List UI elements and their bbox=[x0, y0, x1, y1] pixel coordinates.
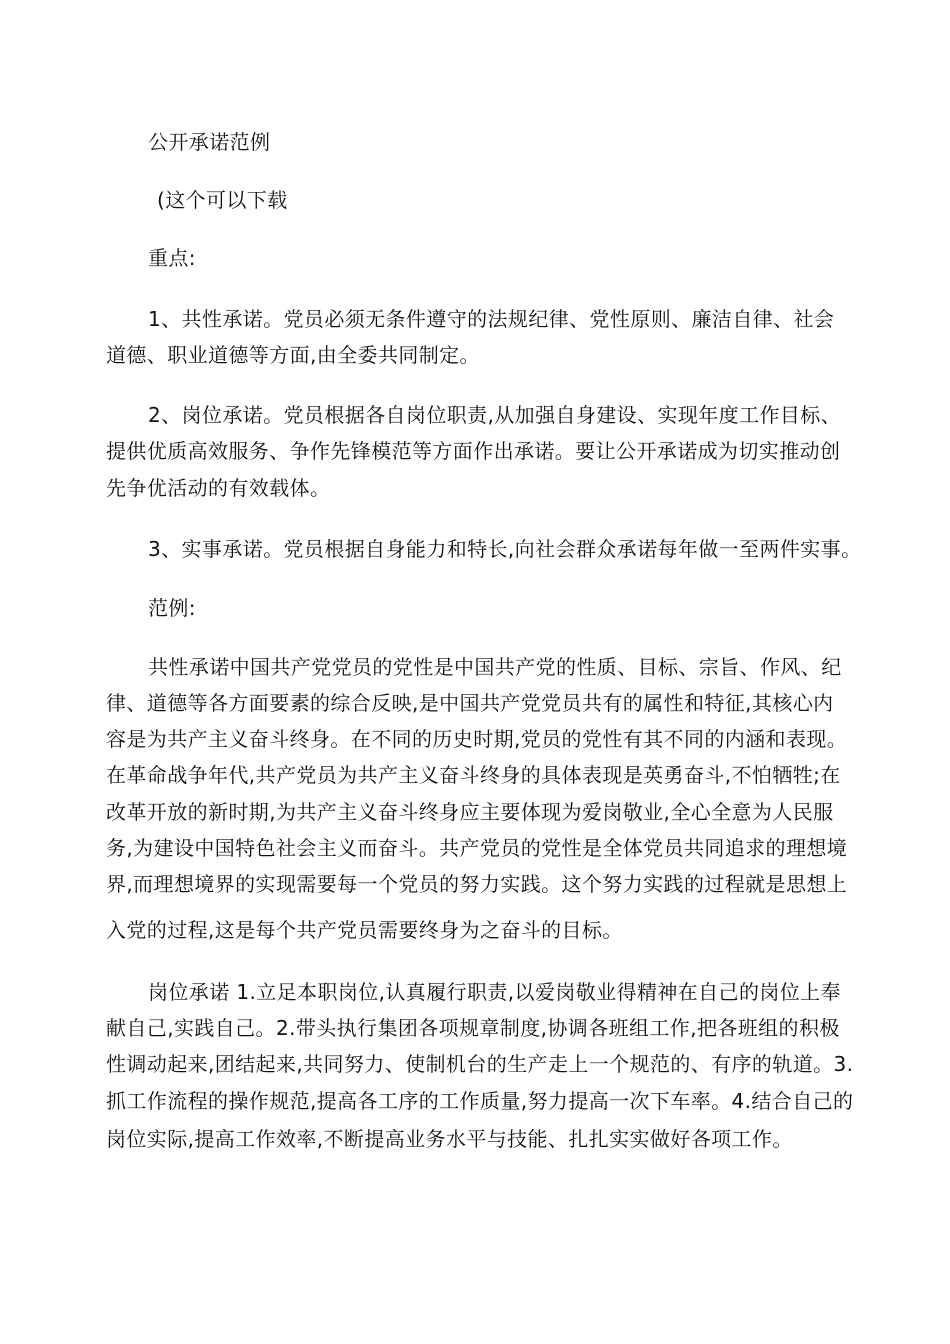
example-common-line: 界,而理想境界的实现需要每一个党员的努力实践。这个努力实践的过程就是思想上 bbox=[106, 872, 848, 896]
item-2-line-1: 2、岗位承诺。党员根据各自岗位职责,从加强自身建设、实现年度工作目标、 bbox=[148, 403, 842, 427]
example-label: 范例: bbox=[148, 596, 196, 620]
document-title: 公开承诺范例 bbox=[148, 130, 271, 154]
example-common-line: 在革命战争年代,共产党员为共产主义奋斗终身的具体表现是英勇奋斗,不怕牺牲;在 bbox=[106, 763, 841, 787]
item-3-line-1: 3、实事承诺。党员根据自身能力和特长,向社会群众承诺每年做一至两件实事。 bbox=[148, 537, 862, 561]
example-post-line: 性调动起来,团结起来,共同努力、使制机台的生产走上一个规范的、有序的轨道。3. bbox=[106, 1052, 854, 1076]
example-post-line: 岗位承诺 1.立足本职岗位,认真履行职责,以爱岗敬业得精神在自己的岗位上奉 bbox=[148, 980, 841, 1004]
item-2-line-3: 先争优活动的有效载体。 bbox=[106, 476, 331, 500]
item-1-line-2: 道德、职业道德等方面,由全委共同制定。 bbox=[106, 343, 480, 367]
example-common-line: 容是为共产主义奋斗终身。在不同的历史时期,党员的党性有其不同的内涵和表现。 bbox=[106, 727, 848, 751]
example-post-line: 献自己,实践自己。2.带头执行集团各项规章制度,协调各班组工作,把各班组的积极 bbox=[106, 1016, 840, 1040]
example-post-line: 岗位实际,提高工作效率,不断提高业务水平与技能、扎扎实实做好各项工作。 bbox=[106, 1127, 793, 1151]
example-common-line: 改革开放的新时期,为共产主义奋斗终身应主要体现为爱岗敬业,全心全意为人民服 bbox=[106, 800, 834, 824]
example-common-line: 入党的过程,这是每个共产党员需要终身为之奋斗的目标。 bbox=[106, 918, 623, 942]
example-common-line: 务,为建设中国特色社会主义而奋斗。共产党员的党性是全体党员共同追求的理想境 bbox=[106, 836, 848, 860]
item-1-line-1: 1、共性承诺。党员必须无条件遵守的法规纪律、党性原则、廉洁自律、社会 bbox=[148, 307, 835, 331]
example-post-line: 抓工作流程的操作规范,提高各工序的工作质量,努力提高一次下车率。4.结合自己的 bbox=[106, 1089, 854, 1113]
download-note: (这个可以下载 bbox=[157, 188, 288, 212]
example-common-line: 共性承诺中国共产党党员的党性是中国共产党的性质、目标、宗旨、作风、纪 bbox=[148, 655, 842, 679]
focus-label: 重点: bbox=[148, 246, 196, 270]
example-common-line: 律、道德等各方面要素的综合反映,是中国共产党党员共有的属性和特征,其核心内 bbox=[106, 691, 834, 715]
item-2-line-2: 提供优质高效服务、争作先锋模范等方面作出承诺。要让公开承诺成为切实推动创 bbox=[106, 439, 841, 463]
